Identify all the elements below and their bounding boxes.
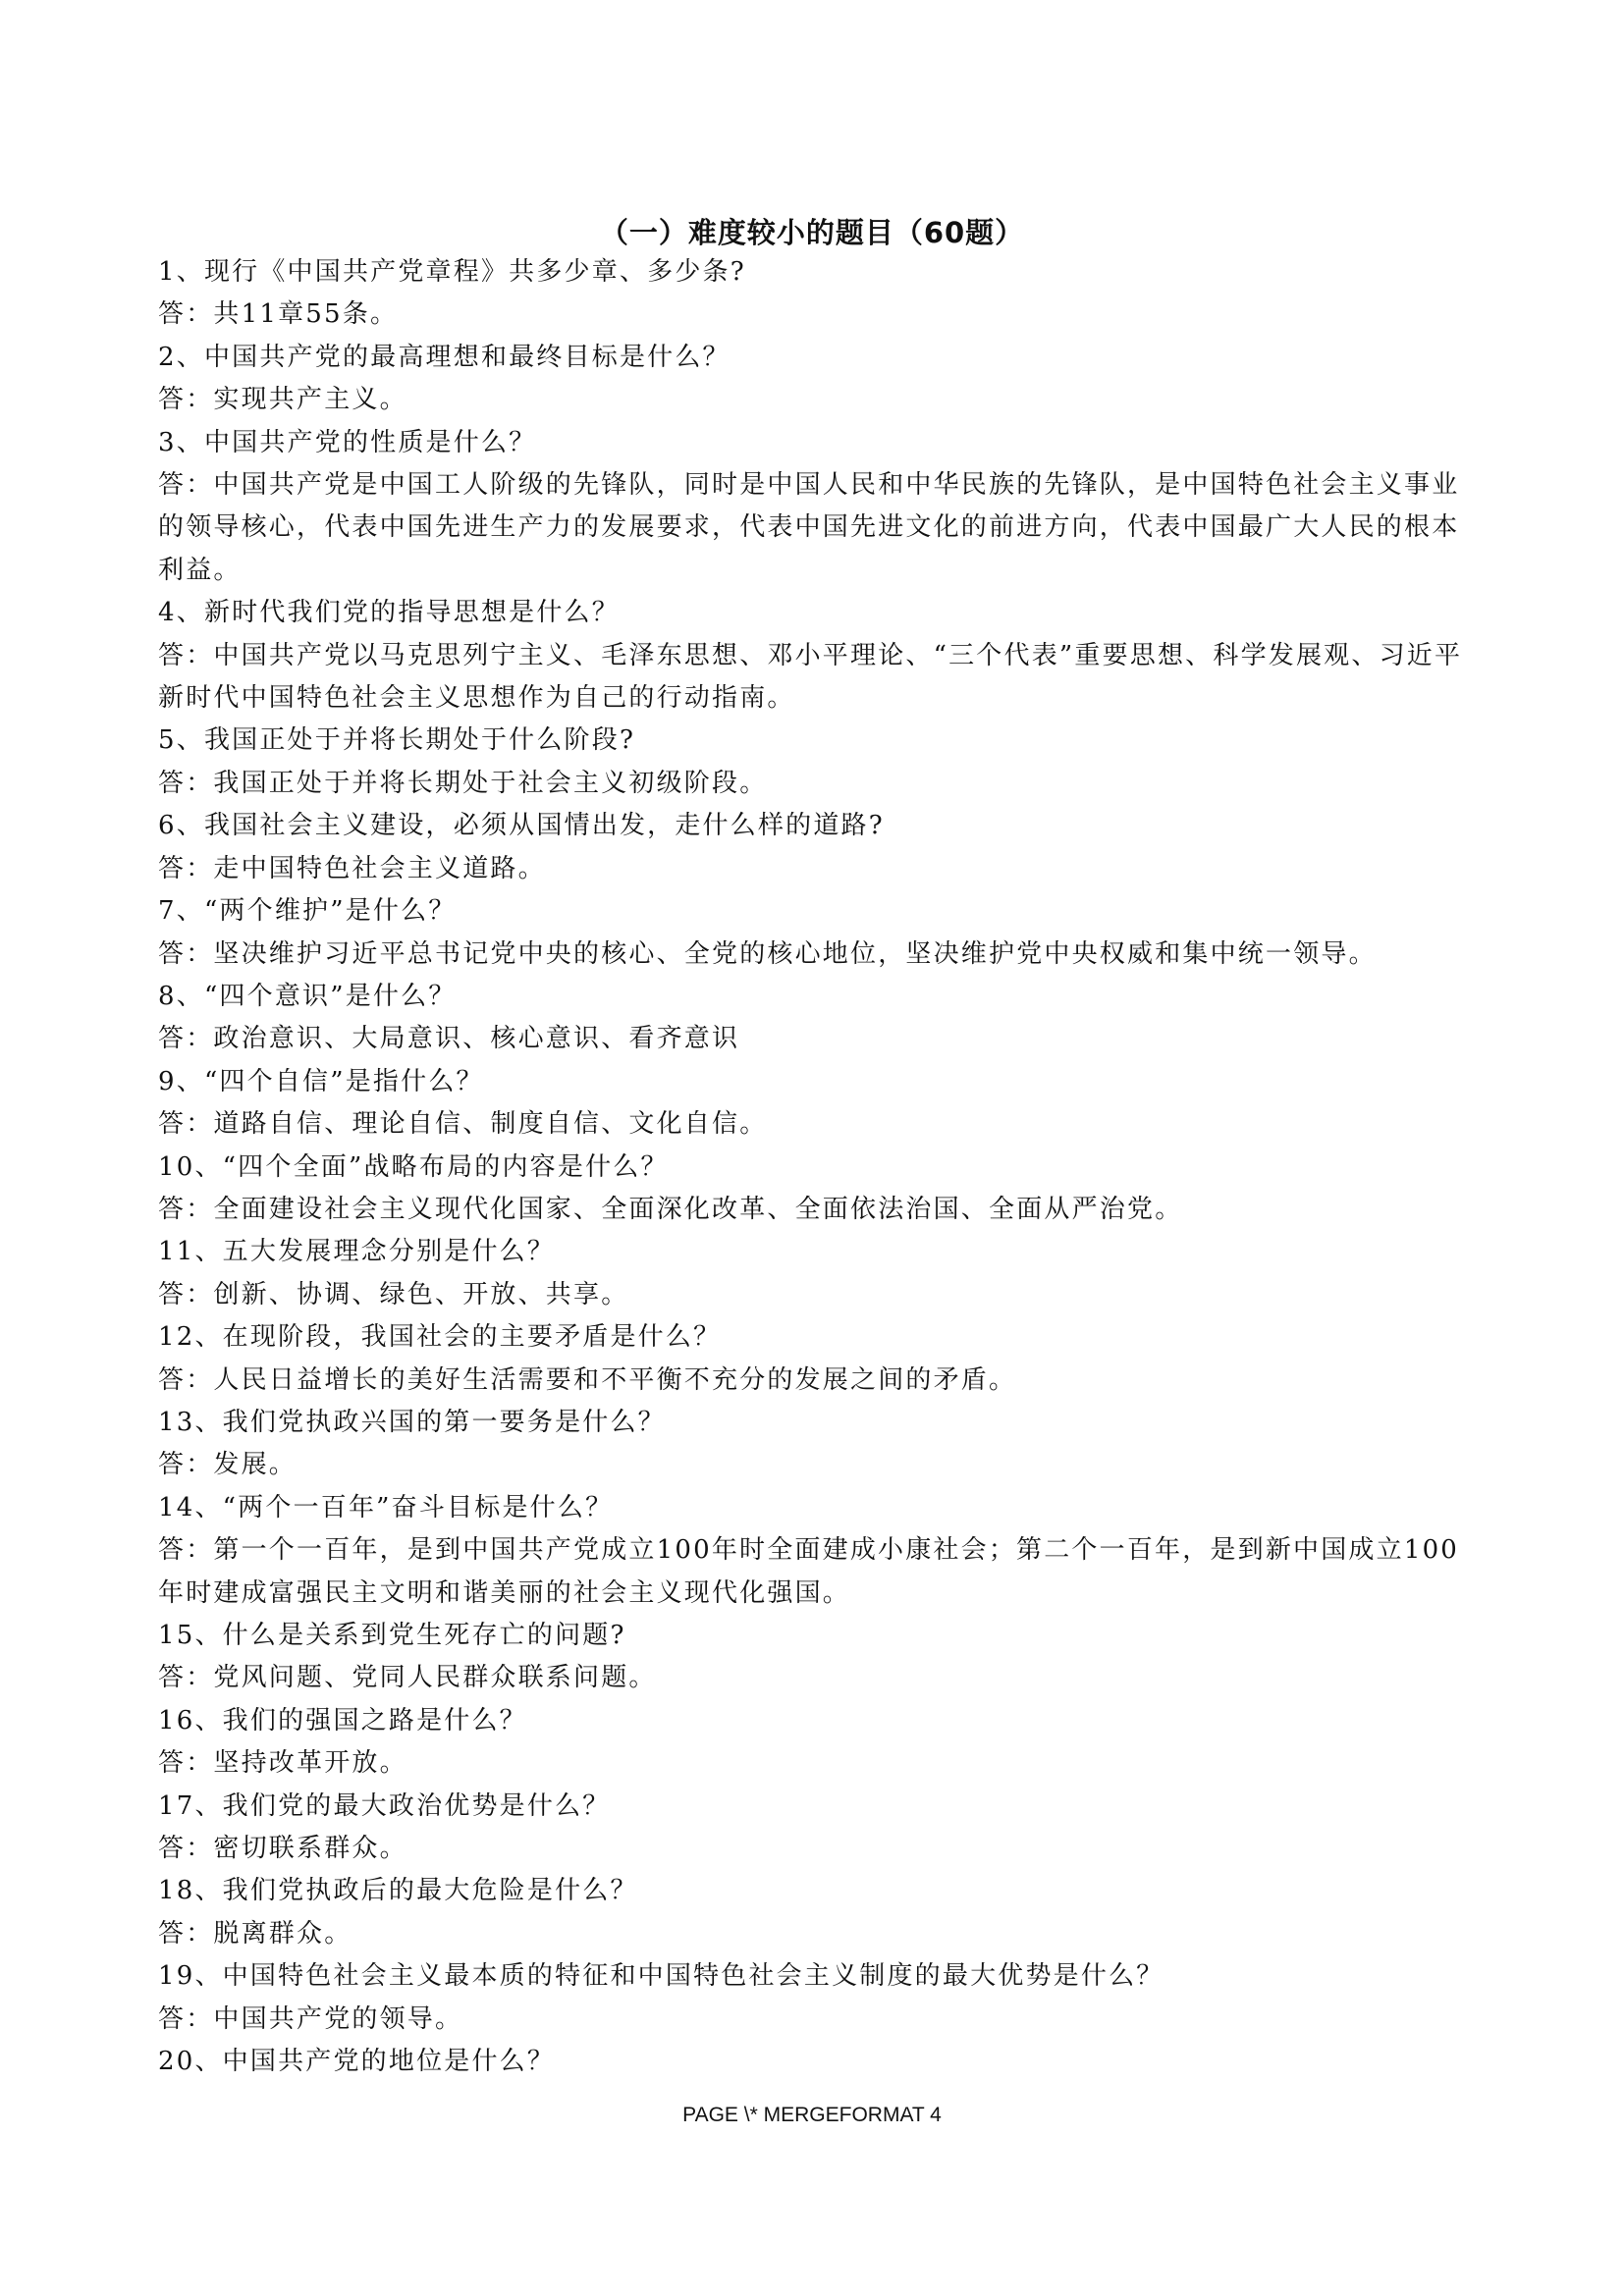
answer-text: 答：坚决维护习近平总书记党中央的核心、全党的核心地位，坚决维护党中央权威和集中统一领导。 (158, 938, 1377, 969)
question-text: 5、我国正处于并将长期处于什么阶段? (158, 725, 636, 756)
qa-item (158, 890, 1474, 976)
answer-text: 答：道路自信、理论自信、制度自信、文化自信。 (158, 1109, 768, 1140)
question-text: 17、我们党的最大政治优势是什么？ (158, 1790, 611, 1821)
answer-text: 答：中国共产党是中国工人阶级的先锋队，同时是中国人民和中华民族的先锋队，是中国特色社会主义事业的领导核心，代表中国先进生产力的发展要求，代表中国先进文化的前进方向，代表中国最广大人民的根本利益。 (158, 470, 1460, 585)
qa-item (158, 1316, 1474, 1402)
answer-text: 答：实现共产主义。 (158, 385, 407, 415)
qa-item (158, 1061, 1474, 1147)
qa-item (158, 720, 1474, 805)
answer-text: 答：坚持改革开放。 (158, 1748, 407, 1779)
qa-item (158, 1402, 1474, 1487)
question-text: 6、我国社会主义建设，必须从国情出发，走什么样的道路? (158, 811, 885, 841)
answer-text: 答：中国共产党的领导。 (158, 2003, 463, 2034)
qa-item (158, 1147, 1474, 1232)
answer-text: 答：政治意识、大局意识、核心意识、看齐意识 (158, 1024, 740, 1054)
qa-item (158, 976, 1474, 1061)
question-text: 2、中国共产党的最高理想和最终目标是什么？ (158, 342, 731, 372)
answer-text: 答：发展。 (158, 1450, 298, 1480)
question-text: 4、新时代我们党的指导思想是什么？ (158, 598, 620, 628)
qa-item (158, 1870, 1474, 1955)
section-title: （一）难度较小的题目（60题） (599, 216, 1025, 249)
qa-item (158, 1700, 1474, 1786)
question-text: 8、“四个意识”是什么？ (158, 981, 457, 1011)
question-text: 16、我们的强国之路是什么？ (158, 1705, 527, 1735)
question-text: 14、“两个一百年”奋斗目标是什么？ (158, 1492, 614, 1522)
question-text: 1、现行《中国共产党章程》共多少章、多少条? (158, 257, 746, 287)
answer-text: 答：中国共产党以马克思列宁主义、毛泽东思想、邓小平理论、“三个代表”重要思想、科学发展观、习近平新时代中国特色社会主义思想作为自己的行动指南。 (158, 640, 1463, 714)
qa-item (158, 592, 1474, 720)
qa-item (158, 1615, 1474, 1700)
qa-item (158, 1786, 1474, 1871)
answer-text: 答：我国正处于并将长期处于社会主义初级阶段。 (158, 768, 768, 798)
qa-item (158, 337, 1474, 422)
answer-text: 答：脱离群众。 (158, 1918, 352, 1949)
question-text: 20、中国共产党的地位是什么？ (158, 2047, 556, 2077)
qa-item (158, 251, 1474, 337)
question-text: 13、我们党执政兴国的第一要务是什么？ (158, 1407, 666, 1437)
answer-text: 答：走中国特色社会主义道路。 (158, 853, 546, 883)
question-text: 19、中国特色社会主义最本质的特征和中国特色社会主义制度的最大优势是什么？ (158, 1961, 1164, 1992)
page-footer: PAGE \* MERGEFORMAT 4 (682, 2104, 942, 2126)
qa-item (158, 1487, 1474, 1615)
answer-text: 答：创新、协调、绿色、开放、共享。 (158, 1279, 629, 1309)
question-text: 3、中国共产党的性质是什么？ (158, 427, 537, 457)
answer-text: 答：第一个一百年，是到中国共产党成立100年时全面建成小康社会；第二个一百年，是到新中国成立100年时建成富强民主文明和谐美丽的社会主义现代化强国。 (158, 1535, 1460, 1608)
qa-item (158, 805, 1474, 890)
question-text: 10、“四个全面”战略布局的内容是什么？ (158, 1151, 669, 1182)
qa-item (158, 2041, 1474, 2083)
qa-item (158, 1955, 1474, 2041)
question-text: 9、“四个自信”是指什么？ (158, 1066, 484, 1096)
answer-text: 答：党风问题、党同人民群众联系问题。 (158, 1663, 657, 1693)
answer-text: 答：人民日益增长的美好生活需要和不平衡不充分的发展之间的矛盾。 (158, 1364, 1017, 1395)
question-text: 7、“两个维护”是什么？ (158, 896, 457, 927)
question-text: 15、什么是关系到党生死存亡的问题? (158, 1621, 626, 1650)
question-text: 11、五大发展理念分别是什么？ (158, 1237, 556, 1267)
answer-text: 答：密切联系群众。 (158, 1834, 407, 1864)
answer-text: 答：全面建设社会主义现代化国家、全面深化改革、全面依法治国、全面从严治党。 (158, 1194, 1183, 1224)
question-text: 12、在现阶段，我国社会的主要矛盾是什么？ (158, 1322, 722, 1353)
answer-text: 答：共11章55条。 (158, 299, 399, 330)
question-text: 18、我们党执政后的最大危险是什么？ (158, 1876, 638, 1906)
qa-item (158, 1231, 1474, 1316)
qa-item (158, 422, 1474, 593)
qa-list (158, 251, 1474, 2083)
